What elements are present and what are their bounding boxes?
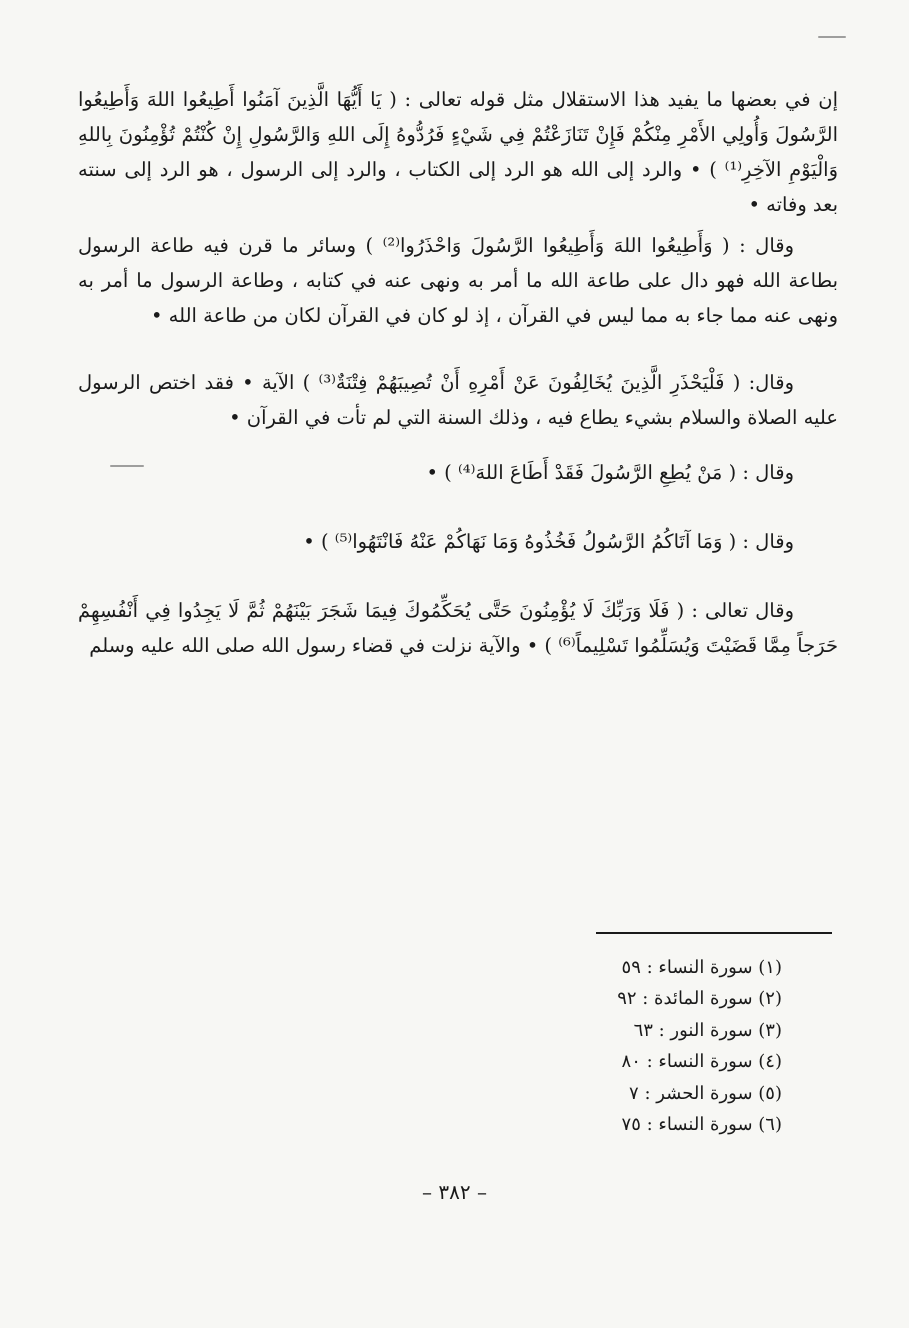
footnote: (١) سورة النساء : ٥٩ bbox=[621, 957, 782, 978]
paragraph: وقال : ( مَنْ يُطِعِ الرَّسُولَ فَقَدْ أَطَاعَ اللهَ⁽⁴⁾ ) • bbox=[426, 461, 794, 484]
page-body bbox=[78, 82, 838, 663]
footnote: (٦) سورة النساء : ٧٥ bbox=[621, 1114, 782, 1136]
footnotes-list bbox=[522, 952, 782, 1140]
paragraph: وقال تعالى : ( فَلَا وَرَبِّكَ لَا يُؤْمِنُونَ حَتَّى يُحَكِّمُوكَ فِيمَا شَجَرَ بَيْنَهُمْ ثُمَّ لَا يَجِدُوا فِي أَنْفُسِهِمْ حَرَجاً مِمَّا قَضَيْتَ وَيُسَلِّمُوا تَسْلِيماً⁽⁶⁾ ) • والآية نزلت في قضاء رسول الله صلى الله عليه وسلم bbox=[78, 599, 838, 657]
page-number: – ٣٨٢ – bbox=[422, 1180, 487, 1204]
paragraph: إن في بعضها ما يفيد هذا الاستقلال مثل قوله تعالى : ( يَا أَيُّهَا الَّذِينَ آمَنُوا أَطِيعُوا اللهَ وَأَطِيعُوا الرَّسُولَ وَأُولِي الأَمْرِ مِنْكُمْ فَإِنْ تَنَازَعْتُمْ فِي شَيْءٍ فَرُدُّوهُ إِلَى اللهِ وَالرَّسُولِ إِنْ كُنْتُمْ تُؤْمِنُونَ بِاللهِ وَالْيَوْمِ الآخِرِ⁽¹⁾ ) • والرد إلى الله هو الرد إلى الكتاب ، والرد إلى الرسول ، هو الرد إلى سنته بعد وفاته • bbox=[78, 88, 838, 216]
paragraph: وقال : ( وَمَا آتَاكُمُ الرَّسُولُ فَخُذُوهُ وَمَا نَهَاكُمْ عَنْهُ فَانْتَهُوا⁽⁵⁾ ) • bbox=[303, 530, 794, 553]
footnote: (٤) سورة النساء : ٨٠ bbox=[621, 1051, 782, 1073]
footnote: (٥) سورة الحشر : ٧ bbox=[629, 1082, 782, 1104]
paragraph: وقال : ( وَأَطِيعُوا اللهَ وَأَطِيعُوا الرَّسُولَ وَاحْذَرُوا⁽²⁾ ) وسائر ما قرن فيه طاعة الرسول بطاعة الله فهو دال على طاعة الله ما أمر به ونهى عنه في كتابه ، وطاعة الرسول ما أمر به ونهى عنه مما جاء به مما ليس في القرآن ، إذ لو كان في القرآن لكان من طاعة الله • bbox=[78, 234, 838, 327]
footnote: (٢) سورة المائدة : ٩٢ bbox=[617, 988, 782, 1010]
scan-speck bbox=[818, 36, 846, 38]
footnote: (٣) سورة النور : ٦٣ bbox=[633, 1019, 782, 1041]
footnote-divider bbox=[596, 932, 832, 934]
paragraph: وقال: ( فَلْيَحْذَرِ الَّذِينَ يُخَالِفُونَ عَنْ أَمْرِهِ أَنْ تُصِيبَهُمْ فِتْنَةٌ⁽³⁾ ) الآية • فقد اختص الرسول عليه الصلاة والسلام بشيء يطاع فيه ، وذلك السنة التي لم تأت في القرآن • bbox=[78, 371, 838, 429]
